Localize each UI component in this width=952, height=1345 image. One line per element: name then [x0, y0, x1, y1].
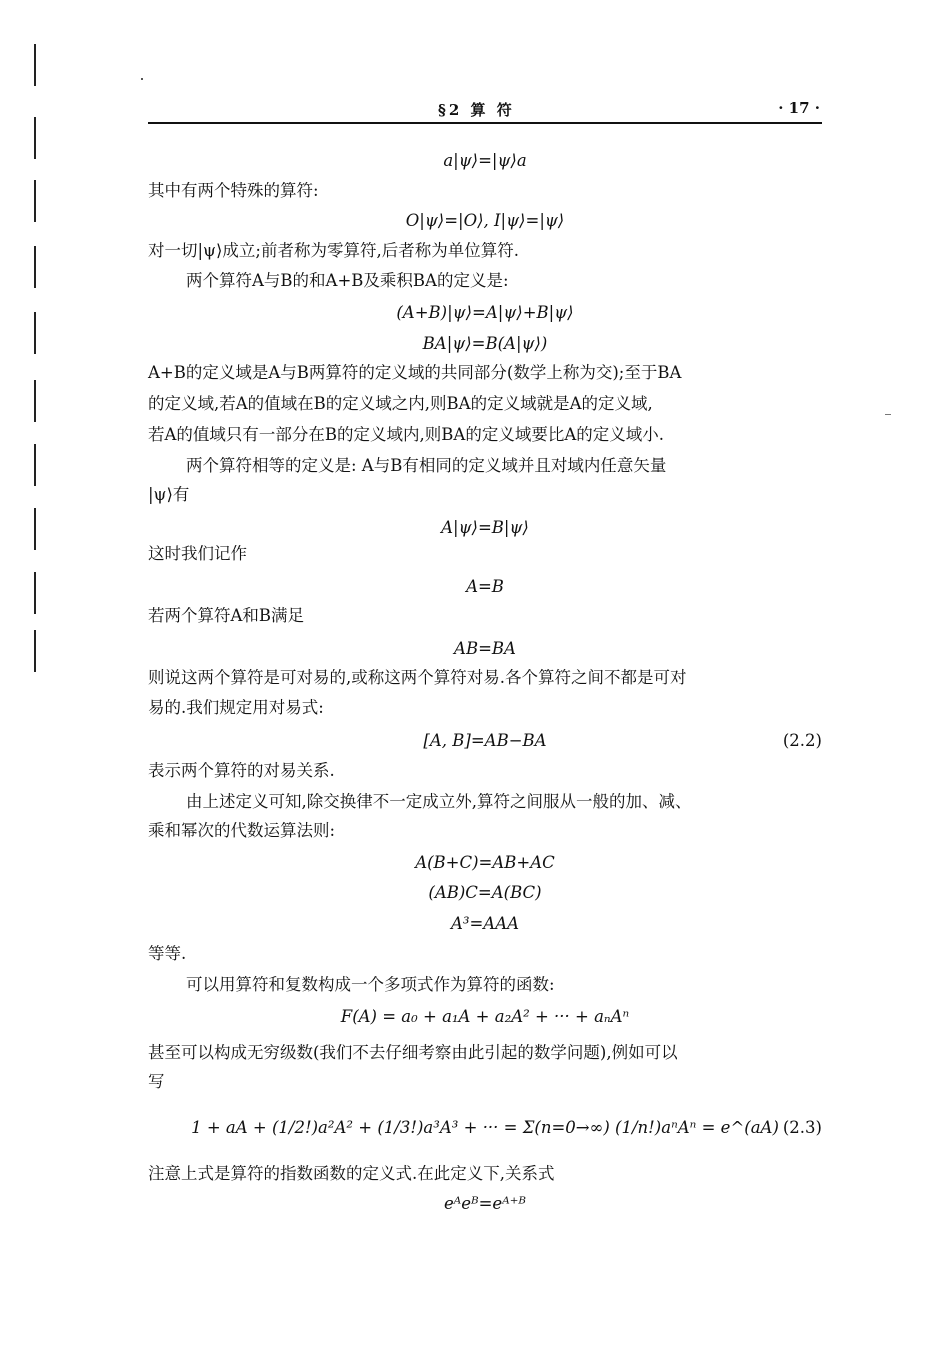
equation: F(A) = a₀ + a₁A + a₂A² + ··· + aₙAⁿ	[340, 1007, 630, 1026]
equation-2-3	[148, 1117, 822, 1139]
body-text-line: 这时我们记作	[148, 544, 247, 563]
equation: eᴬeᴮ=eᴬ⁺ᴮ	[443, 1194, 527, 1213]
equation-body: [A, B]=AB−BA	[423, 731, 547, 750]
equation: (A+B)|ψ⟩=A|ψ⟩+B|ψ⟩	[396, 303, 574, 322]
equation: A|ψ⟩=B|ψ⟩	[441, 518, 529, 537]
binding-mark	[34, 44, 36, 86]
binding-mark	[34, 180, 36, 222]
binding-mark	[34, 572, 36, 614]
equation: A=B	[466, 577, 504, 596]
equation: AB=BA	[454, 639, 516, 658]
binding-mark	[34, 444, 36, 486]
body-text-line: 写	[148, 1072, 165, 1091]
equation-2-2	[148, 730, 822, 752]
equation: A(B+C)=AB+AC	[415, 853, 555, 872]
body-text-line: |ψ⟩有	[148, 485, 190, 504]
scan-speck	[885, 414, 891, 415]
equation-number: (2.2)	[782, 731, 822, 750]
equation-number: (2.3)	[782, 1118, 822, 1137]
equation: BA|ψ⟩=B(A|ψ⟩)	[422, 334, 548, 353]
binding-mark	[34, 508, 36, 550]
body-text-line: A+B的定义域是A与B两算符的定义域的共同部分(数学上称为交);至于BA	[148, 363, 682, 382]
body-text-line: 乘和幂次的代数运算法则:	[148, 821, 336, 840]
binding-mark	[34, 246, 36, 288]
equation: (AB)C=A(BC)	[428, 883, 542, 902]
body-text-line: 对一切|ψ⟩成立;前者称为零算符,后者称为单位算符.	[148, 241, 519, 260]
binding-mark	[34, 312, 36, 354]
body-text-line: 表示两个算符的对易关系.	[148, 761, 335, 780]
section-title: §2 算 符	[438, 101, 515, 119]
body-text-line: 其中有两个特殊的算符:	[148, 181, 319, 200]
equation: O|ψ⟩=|O⟩, I|ψ⟩=|ψ⟩	[405, 211, 565, 230]
body-text-line: 若两个算符A和B满足	[148, 606, 305, 625]
page-number: · 17 ·	[778, 99, 820, 117]
equation: A³=AAA	[450, 914, 520, 933]
body-text-line: 可以用算符和复数构成一个多项式作为算符的函数:	[186, 975, 555, 994]
header-rule	[148, 122, 822, 124]
body-text-line: 注意上式是算符的指数函数的定义式.在此定义下,关系式	[148, 1164, 555, 1183]
running-header	[148, 99, 822, 121]
binding-mark	[34, 117, 36, 159]
body-text-line: 甚至可以构成无穷级数(我们不去仔细考察由此引起的数学问题),例如可以	[148, 1043, 678, 1062]
body-text-line: 两个算符相等的定义是: A与B有相同的定义域并且对域内任意矢量	[186, 456, 667, 475]
body-text-line: 等等.	[148, 944, 187, 963]
body-text-line: 则说这两个算符是可对易的,或称这两个算符对易.各个算符之间不都是可对	[148, 668, 687, 687]
equation-body: 1 + aA + (1/2!)a²A² + (1/3!)a³A³ + ··· = Σ(n=0→∞) (1/n!)aⁿAⁿ = e^(aA)	[191, 1118, 779, 1137]
scan-speck	[141, 78, 143, 80]
body-text-line: 的定义域,若A的值域在B的定义域之内,则BA的定义域就是A的定义域,	[148, 394, 653, 413]
body-text-line: 两个算符A与B的和A+B及乘积BA的定义是:	[186, 271, 509, 290]
body-text-line: 易的.我们规定用对易式:	[148, 698, 324, 717]
equation: a|ψ⟩=|ψ⟩a	[443, 151, 527, 170]
binding-mark	[34, 630, 36, 672]
body-text-line: 若A的值域只有一部分在B的定义域内,则BA的定义域要比A的定义域小.	[148, 425, 664, 444]
binding-mark	[34, 380, 36, 422]
body-text-line: 由上述定义可知,除交换律不一定成立外,算符之间服从一般的加、减、	[186, 792, 692, 811]
